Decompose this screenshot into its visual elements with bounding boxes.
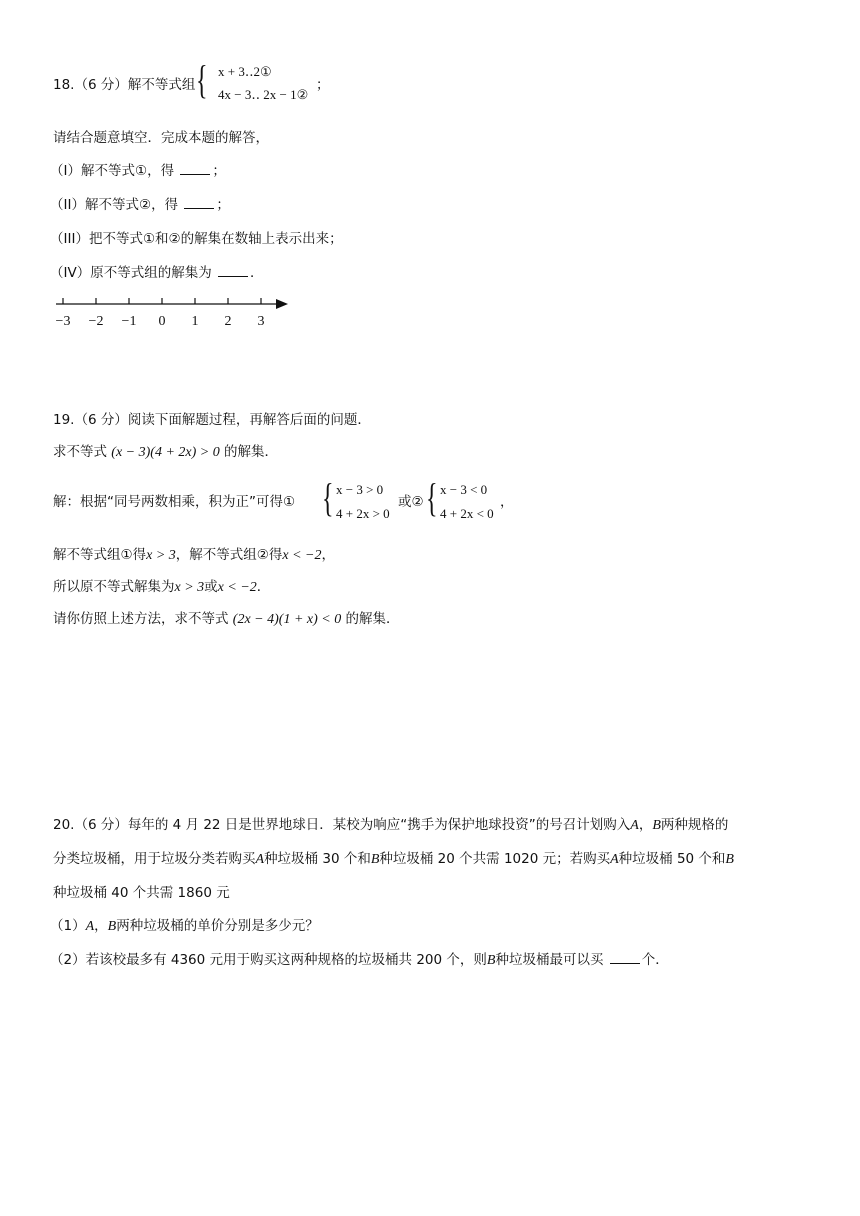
number-line-ticks: [56, 298, 265, 329]
q20-line2-var-a: A: [255, 852, 265, 867]
number-line-label: 3: [257, 314, 265, 329]
q20-var-b: B: [652, 818, 661, 833]
q19-systemA-line2: 4 + 2x > 0: [336, 506, 390, 521]
q20-sub1-post: 两种垃圾桶的单价分别是多少元？: [116, 918, 319, 934]
q19-line3-b: x > 3: [146, 548, 176, 563]
q19-line3-c: ，解不等式组②得: [175, 547, 283, 563]
q19-line5-pre: 请你仿照上述方法，求不等式: [53, 611, 229, 627]
q20-sub2-var-b: B: [486, 953, 496, 968]
q18-head-text: 18.（6 分）解不等式组: [53, 77, 196, 93]
q18-step4-label: （IV）原不等式组的解集为: [50, 265, 212, 281]
q20-sub1-comma: ，: [94, 918, 108, 934]
q19-line4: [53, 578, 270, 597]
q18-step1-label: （I）解不等式①，得: [50, 163, 175, 179]
q20-sub1-var-a: A: [85, 919, 95, 934]
q18-step2: [50, 196, 230, 214]
q19-line4-e: ．: [256, 579, 271, 595]
q18-system-line2: 4x − 3‥ 2x − 1②: [218, 87, 309, 102]
q18-heading: [53, 76, 195, 94]
q20-line2-c: 种垃圾桶 20 个共需 1020 元；若购买: [379, 851, 611, 867]
number-line-label: 1: [191, 314, 199, 329]
q19-line5-expr: (2x − 4)(1 + x) < 0: [232, 612, 342, 627]
q19-line1-pre: 求不等式: [53, 444, 107, 460]
q19-line4-d: x < −2: [217, 580, 257, 595]
number-line-label: −2: [88, 314, 104, 329]
q20-sub2-post: 个．: [641, 952, 669, 968]
number-line-arrow: [276, 299, 288, 309]
q18-step3: （III）把不等式①和②的解集在数轴上表示出来；: [50, 231, 343, 247]
number-line-label: −3: [55, 314, 71, 329]
q18-intro: 请结合题意填空．完成本题的解答，: [53, 130, 269, 146]
q20-line2: [53, 850, 734, 869]
q19-line5-post: 的解集．: [345, 611, 400, 627]
q20-line2-var-b2: B: [725, 852, 734, 867]
q19-line2-pre: 解：根据“同号两数相乘，积为正”可得①: [53, 494, 296, 510]
number-line[interactable]: [50, 292, 300, 334]
q20-comma: ，: [638, 817, 653, 833]
q20-line2-d: 种垃圾桶 50 个和: [618, 851, 726, 867]
q19-line4-a: 所以原不等式解集为: [53, 579, 175, 595]
answer-blank-1[interactable]: [180, 162, 210, 175]
q20-line2-var-a2: A: [610, 852, 619, 867]
q20-line2-b: 种垃圾桶 30 个和: [264, 851, 371, 867]
q19-line5: [53, 610, 400, 629]
q19-systemA-brace: {: [322, 475, 334, 520]
q19-line1-expr: (x − 3)(4 + 2x) > 0: [111, 445, 220, 460]
q19-systemB-line2: 4 + 2x < 0: [440, 506, 494, 521]
q20-sub1-var-b: B: [107, 919, 117, 934]
answer-blank-2[interactable]: [184, 196, 214, 209]
q19-line3-e: ，: [321, 547, 335, 563]
q19-heading: 19.（6 分）阅读下面解题过程，再解答后面的问题．: [53, 412, 371, 428]
q19-line1: [53, 443, 278, 462]
q19-systemB-brace: {: [426, 475, 438, 520]
q19-line1-post: 的解集．: [224, 444, 279, 460]
q19-line2-post: ，: [500, 494, 514, 510]
q20-sub2-mid: 种垃圾桶最可以买: [495, 952, 604, 968]
q18-step1-end: ；: [212, 163, 226, 179]
q20-line1-b: 两种规格的: [660, 817, 729, 833]
q20-line2-a: 分类垃圾桶，用于垃圾分类若购买: [53, 851, 256, 867]
q20-line1-a: 20.（6 分）每年的 4 月 22 日是世界地球日．某校为响应“携手为保护地球投资”的号召计划购入: [53, 817, 631, 833]
q18-step2-end: ；: [216, 197, 230, 213]
answer-blank-4[interactable]: [610, 951, 640, 964]
q20-sub1-pre: （1）: [50, 918, 86, 934]
q20-sub1: [50, 917, 319, 936]
q18-step4: [50, 264, 264, 282]
q18-tail: ；: [316, 77, 330, 93]
q20-sub2: [50, 951, 669, 970]
q18-system-line1: x + 3‥2①: [218, 64, 272, 79]
q19-line3: [53, 546, 335, 565]
q19-systemB-line1: x − 3 < 0: [440, 482, 488, 497]
q19-line3-a: 解不等式组①得: [53, 547, 147, 563]
number-line-label: 0: [158, 314, 166, 329]
q20-var-a: A: [630, 818, 639, 833]
number-line-label: 2: [224, 314, 232, 329]
q19-line4-b: x > 3: [174, 580, 205, 595]
q19-systemA-line1: x − 3 > 0: [336, 482, 384, 497]
q18-step2-label: （II）解不等式②，得: [50, 197, 179, 213]
q19-line4-c: 或: [204, 579, 218, 595]
q20-line2-var-b: B: [370, 852, 380, 867]
number-line-label: −1: [121, 314, 137, 329]
q20-line3: 种垃圾桶 40 个共需 1860 元: [53, 885, 230, 901]
q20-line1: [53, 816, 728, 835]
q20-sub2-pre: （2）若该校最多有 4360 元用于购买这两种规格的垃圾桶共 200 个，则: [50, 952, 487, 968]
answer-blank-3[interactable]: [218, 264, 248, 277]
q18-system-brace: {: [196, 57, 208, 102]
q18-step1: [50, 162, 226, 180]
q18-step4-end: ．: [250, 265, 264, 281]
q19-or-label: 或②: [398, 494, 424, 510]
q19-line3-d: x < −2: [282, 548, 322, 563]
